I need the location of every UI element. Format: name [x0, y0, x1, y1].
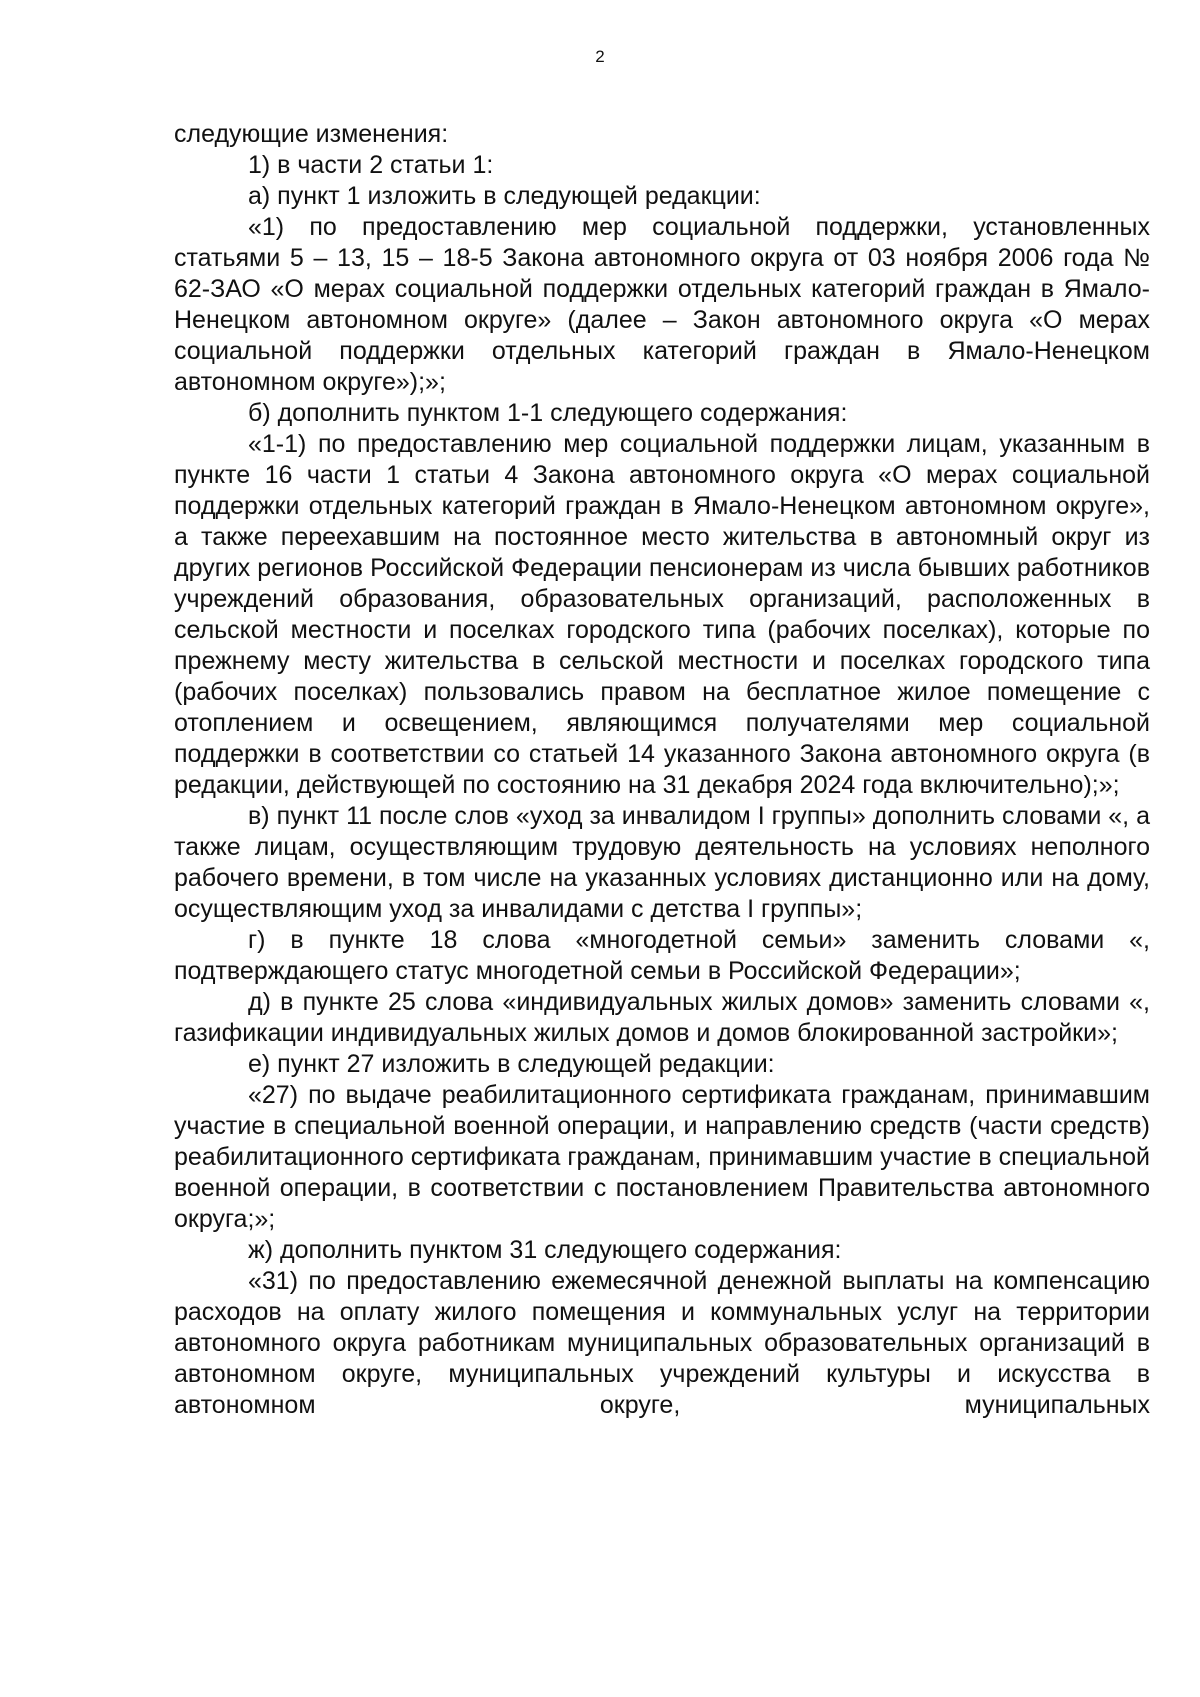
paragraph-subitem-d: д) в пункте 25 слова «индивидуальных жилых домов» заменить словами «, газификации индивидуальных жилых домов и домов блокированной застройки»; [174, 988, 1150, 1047]
page-number: 2 [595, 47, 605, 66]
paragraph-quoted-point-1-1: «1-1) по предоставлению мер социальной поддержки лицам, указанным в пункте 16 части 1 статьи 4 Закона автономного округа «О мерах социальной поддержки отдельных категорий граждан в Ямало-Ненецком автономном округе», а также переехавшим на постоянное место жительства в автономный округ из других регионов Российской Федерации пенсионерам из числа бывших работников учреждений образования, образовательных организаций, расположенных в сельской местности и поселках городского типа (рабочих поселках), которые по прежнему месту жительства в сельской местности и поселках городского типа (рабочих поселках) пользовались правом на бесплатное жилое помещение с отоплением и освещением, являющимся получателями мер социальной поддержки в соответствии со статьей 14 указанного Закона автономного округа (в редакции, действующей по состоянию на 31 декабря 2024 года включительно);»; [174, 430, 1150, 799]
paragraph-subitem-v: в) пункт 11 после слов «уход за инвалидом I группы» дополнить словами «, а также лицам, осуществляющим трудовую деятельность на условиях неполного рабочего времени, в том числе на указанных условиях дистанционно или на дому, осуществляющим уход за инвалидами с детства I группы»; [174, 802, 1150, 923]
paragraph-quoted-point-1: «1) по предоставлению мер социальной поддержки, установленных статьями 5 – 13, 15 – 18-5 Закона автономного округа от 03 ноября 2006 года № 62-ЗАО «О мерах социальной поддержки отдельных категорий граждан в Ямало-Ненецком автономном округе» (далее – Закон автономного округа «О мерах социальной поддержки отдельных категорий граждан в Ямало-Ненецком автономном округе»);»; [174, 213, 1150, 396]
paragraph-quoted-point-31: «31) по предоставлению ежемесячной денежной выплаты на компенсацию расходов на оплату жилого помещения и коммунальных услуг на территории автономного округа работникам муниципальных образовательных организаций в автономном округе, муниципальных учреждений культуры и искусства в автономном округе, муниципальных [174, 1267, 1150, 1419]
paragraph-continuation: следующие изменения: [174, 120, 449, 148]
paragraph-item-1: 1) в части 2 статьи 1: [248, 151, 494, 179]
paragraph-subitem-g: г) в пункте 18 слова «многодетной семьи» заменить словами «, подтверждающего статус многодетной семьи в Российской Федерации»; [174, 926, 1150, 985]
paragraph-subitem-zh: ж) дополнить пунктом 31 следующего содержания: [248, 1236, 842, 1264]
document-body [174, 119, 1150, 1421]
paragraph-subitem-e: е) пункт 27 изложить в следующей редакции: [248, 1050, 775, 1078]
paragraph-subitem-a: а) пункт 1 изложить в следующей редакции: [248, 182, 761, 210]
paragraph-subitem-b: б) дополнить пунктом 1-1 следующего содержания: [248, 399, 848, 427]
paragraph-quoted-point-27: «27) по выдаче реабилитационного сертификата гражданам, принимавшим участие в специальной военной операции, и направлению средств (части средств) реабилитационного сертификата гражданам, принимавшим участие в специальной военной операции, в соответствии с постановлением Правительства автономного округа;»; [174, 1081, 1150, 1233]
